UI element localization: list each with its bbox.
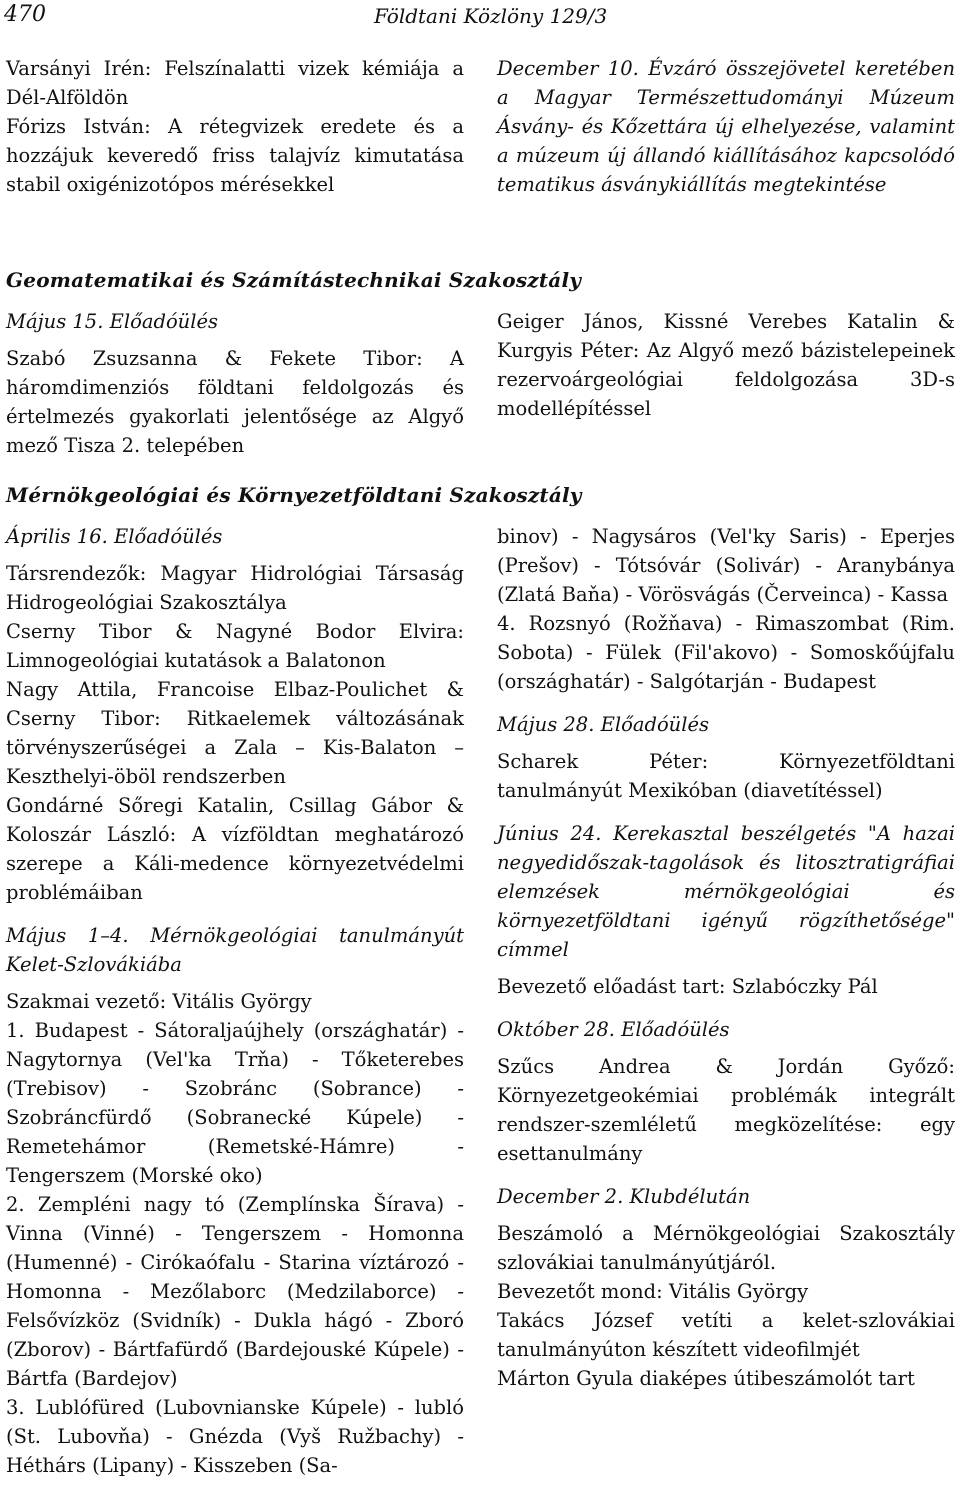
event-heading: [497, 819, 955, 964]
talk-entry: Gondárné Sőregi Katalin, Csillag Gábor & Koloszár László: A vízföldtan meghatározó szerepe a Káli-medence környezetvédelmi problémáiban: [6, 794, 464, 904]
report-line: Takács József vetíti a kelet-szlovákiai tanulmányúton készített videofilmjét: [497, 1309, 955, 1361]
event-date: Május 15.: [6, 310, 104, 333]
event-type: Klubdélután: [629, 1185, 751, 1208]
event-type: Előadóülés: [109, 310, 219, 333]
event-type: Előadóülés: [114, 525, 223, 548]
section-title: Geomatematikai és Számítástechnikai Szakosztály: [6, 268, 582, 292]
talk-entry: Cserny Tibor & Nagyné Bodor Elvira: Limnogeológiai kutatások a Balatonon: [6, 620, 464, 672]
organizers-text: Társrendezők: Magyar Hidrológiai Társaság Hidrogeológiai Szakosztálya: [6, 562, 464, 614]
talk-entry: Scharek Péter: Környezetföldtani tanulmányút Mexikóban (diavetítéssel): [497, 750, 955, 802]
talk-entry: Szabó Zsuzsanna & Fekete Tibor: A háromdimenziós földtani feldolgozás és értelmezés gyakorlati jelentősége az Algyő mező Tisza 2. telepében: [6, 347, 464, 457]
leader-text: Szakmai vezető: Vitális György: [6, 990, 312, 1013]
route-item: 1. Budapest - Sátoraljaújhely (országhatár) - Nagytornya (Vel'ka Trňa) - Tőketerebes (Trebisov) - Szobránc (Sobrance) - Szobráncfürdő (Sobranecké Kúpele) - Remetehámor (Remetské-Hámre) - Tengerszem (Morské oko): [6, 1019, 464, 1187]
event-type: Előadóülés: [600, 713, 710, 736]
route-item-continued: binov) - Nagysáros (Vel'ky Saris) - Eperjes (Prešov) - Tótsóvár (Solivár) - Aranybánya (Zlatá Baňa) - Vörösvágás (Červeinca) - Kassa: [497, 525, 955, 606]
top-left-column: [6, 54, 464, 199]
event-heading: [6, 921, 464, 979]
talk-entry: Varsányi Irén: Felszínalatti vizek kémiája a Dél-Alföldön: [6, 57, 464, 109]
event-date: Október 28.: [497, 1018, 615, 1041]
event-heading: [497, 1015, 955, 1044]
event-date: December 10.: [497, 57, 639, 80]
section2-right-column: [497, 522, 955, 1393]
page-number: 470: [4, 2, 46, 27]
event-heading: [6, 307, 464, 336]
running-header: Földtani Közlöny 129/3: [374, 4, 608, 28]
event-date: Május 28.: [497, 713, 595, 736]
top-right-column: [497, 54, 955, 199]
section-title: Mérnökgeológiai és Környezetföldtani Szakosztály: [6, 483, 582, 507]
talk-entry: Nagy Attila, Francoise Elbaz-Poulichet & Cserny Tibor: Ritkaelemek változásának törvényszerűségei a Zala – Kis-Balaton – Keszthelyi-öböl rendszerben: [6, 678, 464, 788]
section1-right-column: [497, 307, 955, 423]
section1-left-column: [6, 307, 464, 460]
event-heading: [497, 1182, 955, 1211]
talk-entry: Fórizs István: A rétegvizek eredete és a hozzájuk keveredő friss talajvíz kimutatása stabil oxigénizotópos mérésekkel: [6, 115, 464, 196]
event-heading: [497, 710, 955, 739]
talk-entry: Geiger János, Kissné Verebes Katalin & Kurgyis Péter: Az Algyő mező bázistelepeinek rezervoárgeológiai feldolgozása 3D-s modellépítéssel: [497, 310, 955, 420]
event-title: Mérnökgeológiai tanulmányút Kelet-Szlovákiába: [6, 924, 465, 976]
report-line: Márton Gyula diaképes útibeszámolót tart: [497, 1367, 915, 1390]
event-description: Évzáró összejövetel keretében a Magyar Természettudományi Múzeum Ásvány- és Kőzettára új elhelyezése, valamint a múzeum új állandó kiállításához kapcsolódó tematikus ásványkiállítás megtekintése: [497, 57, 956, 196]
talk-entry: Szűcs Andrea & Jordán Győző: Környezetgeokémiai problémák integrált rendszer-szemléletű megközelítése: egy esettanulmány: [497, 1055, 955, 1165]
event-date: December 2.: [497, 1185, 624, 1208]
event-date: Június 24.: [497, 822, 602, 845]
intro-text: Bevezető előadást tart: Szlabóczky Pál: [497, 975, 878, 998]
event-heading: [6, 522, 464, 551]
event-entry: [497, 54, 955, 199]
section2-left-column: [6, 522, 464, 1480]
report-line: Beszámoló a Mérnökgeológiai Szakosztály szlovákiai tanulmányútjáról.: [497, 1222, 955, 1274]
route-item: 3. Lublófüred (Lubovnianske Kúpele) - lubló (St. Lubovňa) - Gnézda (Vyš Ružbachy) - Héthárs (Lipany) - Kisszeben (Sa-: [6, 1396, 464, 1477]
event-type: Előadóülés: [621, 1018, 730, 1041]
route-item: 4. Rozsnyó (Rožňava) - Rimaszombat (Rim. Sobota) - Fülek (Fil'akovo) - Somoskőújfalu (országhatár) - Salgótarján - Budapest: [497, 612, 955, 693]
event-date: Április 16.: [6, 525, 108, 548]
route-item: 2. Zempléni nagy tó (Zemplínska Šírava) - Vinna (Vinné) - Tengerszem - Homonna (Humenné) - Cirókaófalu - Starina víztározó - Homonna - Mezőlaborc (Medzilaborce) - Felsővízköz (Svidník) - Dukla hágó - Zboró (Zborov) - Bártfafürdő (Bardejouské Kúpele) - Bártfa (Bardejov): [6, 1193, 464, 1390]
event-date: Május 1–4.: [6, 924, 129, 947]
report-line: Bevezetőt mond: Vitális György: [497, 1280, 809, 1303]
event-description: Kerekasztal beszélgetés "A hazai negyedidőszak-tagolások és litosztratigráfiai elemzések mérnökgeológiai és környezetföldtani igényű rögzíthetősége" címmel: [497, 822, 955, 961]
